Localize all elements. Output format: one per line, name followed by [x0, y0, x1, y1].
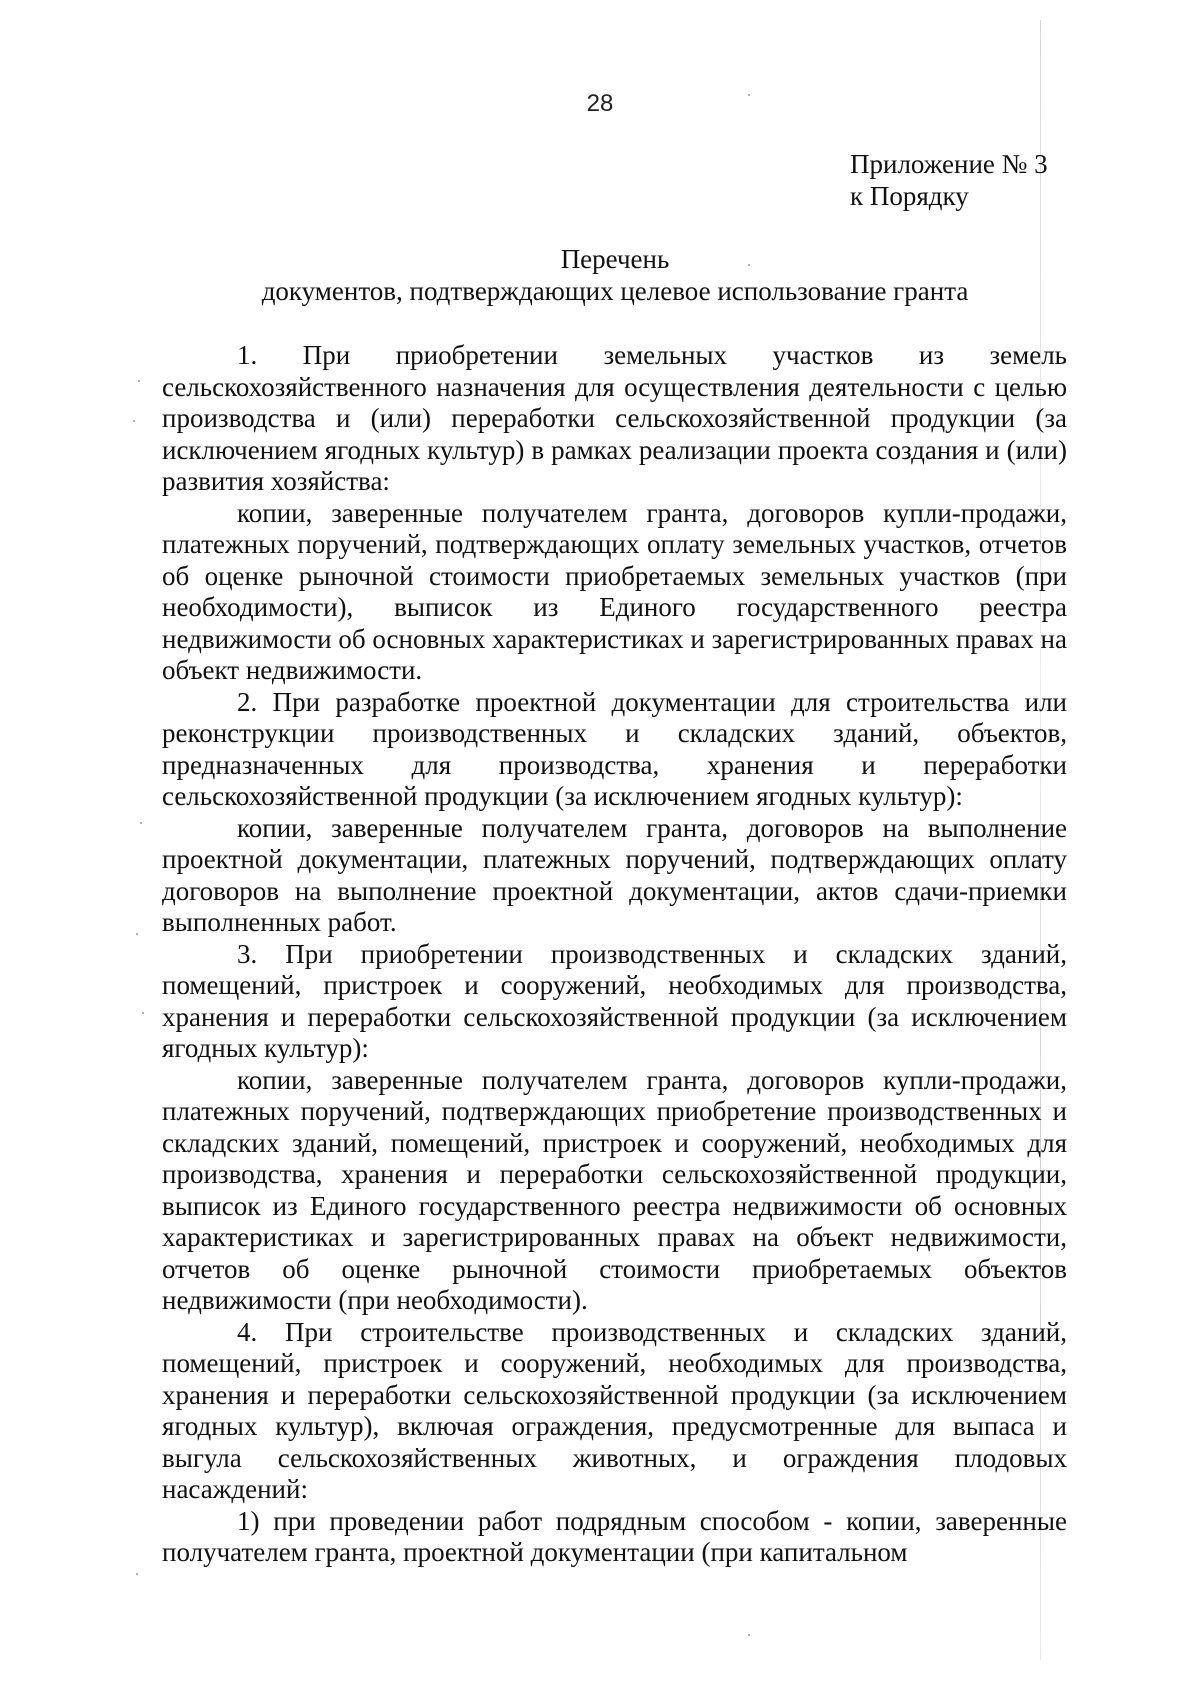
paragraph: 1) при проведении работ подрядным способом - копии, заверенные получателем гранта, проектной документации (при капитальном: [162, 1505, 1067, 1567]
document-title: [160, 243, 1070, 307]
scan-speck: [133, 420, 135, 422]
document-body: [162, 340, 1067, 1569]
scan-speck: [748, 264, 750, 266]
paragraph: 4. При строительстве производственных и складских зданий, помещений, пристроек и сооружений, необходимых для производства, хранения и переработки сельскохозяйственной продукции (за исключением ягодных культур), включая ограждения, предусмотренные для выпаса и выгула сельскохозяйственных животных, и ограждения плодовых насаждений:: [162, 1316, 1067, 1504]
annex-header: [850, 148, 1048, 212]
title-line-1: Перечень: [560, 244, 670, 274]
paragraph: копии, заверенные получателем гранта, договоров купли-продажи, платежных поручений, подтверждающих приобретение производственных и складских зданий, помещений, пристроек и сооружений, необходимых для производства, хранения и переработки сельскохозяйственной продукции, выписок из Единого государственного реестра недвижимости об основных характеристиках и зарегистрированных правах на объект недвижимости, отчетов об оценке рыночной стоимости приобретаемых объектов недвижимости (при необходимости).: [162, 1064, 1067, 1315]
paragraph: 1. При приобретении земельных участков из земель сельскохозяйственного назначения для осуществления деятельности с целью производства и (или) переработки сельскохозяйственной продукции (за исключением ягодных культур) в рамках реализации проекта создания и (или) развития хозяйства:: [162, 340, 1067, 496]
page-number: 28: [586, 90, 614, 117]
scan-speck: [136, 933, 138, 935]
paragraph: копии, заверенные получателем гранта, договоров на выполнение проектной документации, платежных поручений, подтверждающих оплату договоров на выполнение проектной документации, актов сдачи-приемки выполненных работ.: [162, 812, 1067, 937]
annex-reference: к Порядку: [850, 181, 969, 211]
scan-speck: [748, 1634, 750, 1636]
scan-speck: [748, 94, 750, 96]
paragraph: 3. При приобретении производственных и складских зданий, помещений, пристроек и сооружений, необходимых для производства, хранения и переработки сельскохозяйственной продукции (за исключением ягодных культур):: [162, 938, 1067, 1063]
scan-speck: [138, 380, 140, 382]
paragraph: 2. При разработке проектной документации для строительства или реконструкции производственных и складских зданий, объектов, предназначенных для производства, хранения и переработки сельскохозяйственной продукции (за исключением ягодных культур):: [162, 686, 1067, 811]
title-line-2: документов, подтверждающих целевое использование гранта: [261, 276, 969, 306]
scan-speck: [142, 1012, 144, 1014]
annex-number: Приложение № 3: [850, 149, 1048, 179]
paragraph: копии, заверенные получателем гранта, договоров купли-продажи, платежных поручений, подтверждающих оплату земельных участков, отчетов об оценке рыночной стоимости приобретаемых земельных участков (при необходимости), выписок из Единого государственного реестра недвижимости об основных характеристиках и зарегистрированных правах на объект недвижимости.: [162, 497, 1067, 685]
scan-speck: [136, 1573, 138, 1575]
scan-speck: [140, 822, 142, 824]
